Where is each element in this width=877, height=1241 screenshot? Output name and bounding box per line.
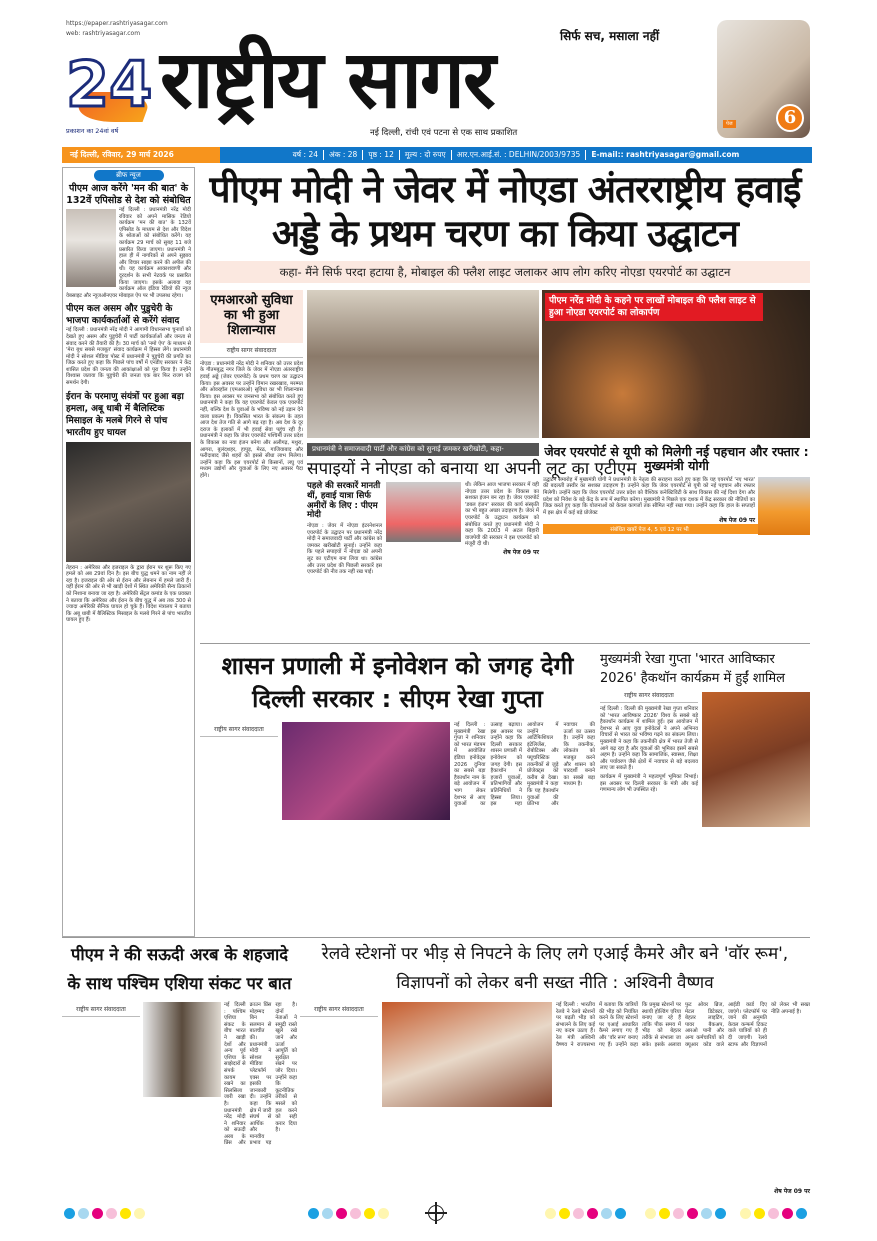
issue: अंक : 28 [324,150,363,160]
color-registration-marks [645,1208,726,1219]
sp-side-headline[interactable]: पहले की सरकारें मानती थीं, हवाई यात्रा सिर्फ अमीरों के लिए : पीएम मोदी [307,481,381,521]
promo-label: पेज [723,120,736,128]
inauguration-photo [307,290,539,438]
brief-headline[interactable]: पीएम आज करेंगे 'मन की बात' के 132वें एपिसोड से देश को संबोधित [66,183,191,206]
hackathon-photo [702,692,810,827]
hackathon-story [600,650,810,932]
web-url[interactable]: web: rashtriyasagar.com [66,30,141,37]
rekha-story [200,722,595,932]
railway-body: नई दिल्ली : भारतीय रेलवे ने रेलवे स्टेशनों पर बढ़ती भीड़ को संभालने के लिए कई नए कदम उठाए हैं। रेल मंत्री अश्विनी वैष्णव ने राज्यसभा में बताया कि यात्रियों की भीड़ को नियंत्रित करने के लिए स्टेशनों पर एआई आधारित कैमरे लगाए गए हैं और 'वॉर रूम' बनाए गए हैं। उन्होंने कहा कि प्रमुख स्टेशनों पर स्थायी होल्डिंग एरिया बनाए जा रहे हैं ताकि पीक समय में भीड़ को बेहतर तरीके से संभाला जा सके। इसके अलावा फुट ओवर ब्रिज, मेटल डिटेक्टर, बेहतर लाइटिंग, पावर बैकअप, आरओ पानी और अन्य कर्मचारियों को क्यूआर कोड वाले आईडी कार्ड दिए जाएंगे। प्लेटफॉर्म पर जाने की अनुमति केवल कन्फर्म टिकट वाले यात्रियों को ही दी जाएगी। रेलवे स्टाफ और विज्ञापनों को लेकर भी सख्त नीति अपनाई है। [556,1002,810,1048]
issue-date: नई दिल्ली, रविवार, 29 मार्च 2026 [62,147,220,163]
byline: राष्ट्रीय सागर संवाददाता [600,688,698,703]
sp-story [307,443,637,643]
year: वर्ष : 24 [288,150,324,160]
saudi-headline[interactable]: पीएम ने की सऊदी अरब के शहजादे के साथ पश्चिम एशिया संकट पर बात [67,945,292,993]
byline: राष्ट्रीय सागर संवाददाता [62,1002,140,1017]
lead-body: नोएडा : प्रधानमंत्री नरेंद्र मोदी ने शनिवार को उत्तर प्रदेश के गौतमबुद्ध नगर जिले के जेवर में नोएडा अंतरराष्ट्रीय हवाई अड्डे (जेवर एयरपोर्ट) के प्रथम चरण का उद्घाटन किया। इस अवसर पर उन्होंने विमान रखरखाव, मरम्मत और ओवरहॉल (एमआरओ) सुविधा का भी शिलान्यास किया। इस अवसर पर जनसभा को संबोधित करते हुए प्रधानमंत्री ने कहा कि यह एयरपोर्ट केवल एक एयरपोर्ट नहीं, बल्कि देश के युवाओं के भविष्य को नई उड़ान देने वाला प्रकल्प है। विकसित भारत के संकल्प के तहत आज देश तेज गति से आगे बढ़ रहा है। अब देश के दूर दराज के इलाकों में भी हवाई सेवा पहुंच रही है। प्रधानमंत्री ने कहा कि जेवर एयरपोर्ट पश्चिमी उत्तर प्रदेश के विकास का नया इंजन बनेगा और अलीगढ़, मथुरा, आगरा, बुलंदशहर, हापुड़, मेरठ, गाजियाबाद और फरीदाबाद जैसे शहरों को इससे सीधा लाभ मिलेगा। उन्होंने कहा कि इस एयरपोर्ट से किसानों, लघु एवं मध्यम उद्योगों और युवाओं के लिए नए अवसर पैदा होंगे। [200,360,303,479]
byline: राष्ट्रीय सागर संवाददाता [200,722,278,737]
related-news-label[interactable]: संबंधित खबरें पेज 4, 5 एवं 12 पर भी [543,524,810,534]
byline: राष्ट्रीय सागर संवाददाता [300,1002,378,1017]
brief-body: तेहरान : अमेरिका और इजराइल के द्वारा ईरान पर शुरू किए गए हमले को अब 29वां दिन है। इस बीच युद्ध थमने का नाम नहीं ले रहा है। इजराइल की ओर से ईरान और लेबनान में हमले जारी हैं। वहीं ईरान की ओर से भी खाड़ी देशों में स्थित अमेरिकी सैन्य ठिकानों को निशाना बनाया जा रहा है। अमेरिकी सेंट्रल कमांड के एक प्रवक्ता ने बताया कि अमेरिका और ईरान के बीच युद्ध में अब तक 300 से ज्यादा अमेरिकी सैनिक घायल हो चुके हैं। विदेश मंत्रालय ने बताया कि अबू धाबी में बैलिस्टिक मिसाइल के मलबे गिरने से पांच भारतीय घायल हुए हैं। [66,564,191,624]
hackathon-caption: कार्यक्रम में मुख्यमंत्री ने महत्वपूर्ण भूमिका निभाई। इस अवसर पर दिल्ली सरकार के मंत्री और कई गणमान्य लोग भी उपस्थित रहे। [600,773,698,794]
lead-subheadline: कहा- मैंने सिर्फ परदा हटाया है, मोबाइल की फ्लैश लाइट जलाकर आप लोग करिए नोएडा एयरपोर्ट का उद्घाटन [200,261,810,283]
color-registration-marks [308,1208,389,1219]
byline: राष्ट्रीय सागर संवाददाता [200,343,303,358]
yogi-story [543,445,810,635]
publication-cities: नई दिल्ली, रांची एवं पटना से एक साथ प्रकाशित [370,128,518,138]
logo-24: 24 [66,48,153,121]
page-promo[interactable] [717,20,810,138]
sp-body: थी। लेकिन आज भाजपा सरकार में वही नोएडा उत्तर प्रदेश के विकास का सशक्त इंजन बन रहा है। जेवर एयरपोर्ट 'डबल इंजन' सरकार की कार्य संस्कृति का भी बहुत अच्छा उदाहरण है। जेवर में एयरपोर्ट के उद्घाटन कार्यक्रम को संबोधित करते हुए प्रधानमंत्री मोदी ने कहा कि 2003 में अटल बिहारी वाजपेयी की सरकार ने इस एयरपोर्ट को मंजूरी दी थी। [465,482,539,548]
saudi-meeting-photo [143,1002,221,1097]
brief-body: नई दिल्ली : प्रधानमंत्री नरेंद्र मोदी रविवार को अपने मासिक रेडियो कार्यक्रम 'मन की बात' के 132वें एपिसोड के माध्यम से देश और विदेश के श्रोताओं को संबोधित करेंगे। यह कार्यक्रम 29 मार्च को सुबह 11 बजे प्रसारित किया जाएगा। प्रधानमंत्री ने हाल ही में नागरिकों से अपने सुझाव और विचार साझा करने की अपील की थी। यह कार्यक्रम आकाशवाणी और दूरदर्शन के सभी नेटवर्क पर प्रसारित किया जाएगा। इसके अलावा यह कार्यक्रम ऑल इंडिया रेडियो की न्यूज वेबसाइट और न्यूजऑनएयर मोबाइल ऐप पर भी उपलब्ध रहेगा। [66,207,191,299]
brief-label: ब्रीफ न्यूज [94,170,164,181]
photo-caption: पीएम नरेंद्र मोदी के कहने पर लाखों मोबाइल की फ्लैश लाइट से हुआ नोएडा एयरपोर्ट का लोकार्पण [545,293,763,321]
saudi-story [62,1002,297,1202]
ashwini-vaishnaw-photo [382,1002,552,1107]
hackathon-body: नई दिल्ली : दिल्ली की मुख्यमंत्री रेखा गुप्ता शनिवार को 'भारत आविष्कार 2026' विश्व के सबसे बड़े हैकाथॉन कार्यक्रम में शामिल हुईं। इस आयोजन में देशभर से आए युवा इनोवेटर्स ने अपने अभिनव विचारों से भारत का भविष्य गढ़ने का संकल्प लिया। मुख्यमंत्री ने कहा कि तकनीकी क्षेत्र में भारत तेजी से आगे बढ़ रहा है और युवाओं की भूमिका इसमें सबसे अहम है। उन्होंने कहा कि सामाजिक, स्वास्थ्य, शिक्षा और पर्यावरण जैसे क्षेत्रों में नवाचार से बड़े बदलाव लाए जा सकते हैं। [600,706,698,772]
continued-label[interactable]: शेष पेज 09 पर [719,517,755,525]
brief-body: नई दिल्ली : प्रधानमंत्री नरेंद्र मोदी ने आगामी विधानसभा चुनावों को देखते हुए असम और पुडुचेरी में पार्टी कार्यकर्ताओं और जनता से संवाद करने की तैयारी की है। 30 मार्च को 'नमो ऐप' के माध्यम से 'मेरा बूथ सबसे मजबूत' संवाद कार्यक्रम में हिस्सा लेंगे। प्रधानमंत्री मोदी ने सोशल मीडिया पोस्ट में प्रधानमंत्री ने पुडुचेरी की प्रगति का जिक्र करते हुए कहा कि पिछले पांच वर्षों में एनडीए सरकार ने केंद्र शासित प्रदेश की जनता की आकांक्षाओं को पूरा किया है। उन्होंने विश्वास जताया कि पुडुचेरी की जनता एक बार फिर राजग को समर्थन देगी। [66,327,191,387]
email[interactable]: E-mail:: rashtriyasagar@gmail.com [591,150,740,159]
color-registration-marks [740,1208,807,1219]
info-bar [62,147,812,163]
promo-page-number: 6 [776,104,804,132]
brief-headline[interactable]: पीएम कल असम और पुडुचेरी के भाजपा कार्यकर्ताओं से करेंगे संवाद [66,304,180,327]
lead-headline[interactable]: पीएम मोदी ने जेवर में नोएडा अंतरराष्ट्रीय हवाई अड्डे के प्रथम चरण का किया उद्घाटन [209,168,801,255]
sp-kicker: प्रधानमंत्री ने समाजवादी पार्टी और कांग्रेस को सुनाई जमकर खरीखोटी, कहा- [307,443,539,456]
yogi-body: उद्घाटन समारोह में मुख्यमंत्री योगी ने प्रधानमंत्री के नेतृत्व की सराहना करते हुए कहा कि यह एयरपोर्ट 'नए भारत' की बदलती तस्वीर का सशक्त उदाहरण है। उन्होंने कहा कि जेवर एयरपोर्ट से यूपी को नई पहचान और रफ्तार मिलेगी। उन्होंने कहा कि जेवर एयरपोर्ट उत्तर प्रदेश को वैश्विक कनेक्टिविटी के साथ विकास की नई दिशा देगा और प्रदेश को निवेश के बड़े केंद्र के रूप में स्थापित करेगा। मुख्यमंत्री ने पिछले एक दशक में केंद्र सरकार की नीतियों का जिक्र करते हुए कहा कि योजनाओं को केवल कागजों तक सीमित नहीं रखा गया। उन्होंने कहा कि हाल के सप्ताहों में इस क्षेत्र में कई बड़े प्रोजेक्ट [543,476,755,516]
rekha-gupta-photo [282,722,450,820]
yogi-photo [758,477,810,535]
epaper-url[interactable]: https://epaper.rashtriyasagar.com [66,20,168,27]
railway-headline[interactable]: रेलवे स्टेशनों पर भीड़ से निपटने के लिए लगे एआई कैमरे और बने 'वॉर रूम', विज्ञापनों को लेकर बनी सख्त नीति : अश्विनी वैष्णव [321,944,789,993]
price: मूल्य : दो रुपए [400,150,452,160]
sp-headline[interactable]: सपाइयों ने नोएडा को बनाया था अपनी लूट का एटीएम [307,459,637,479]
color-registration-marks [545,1208,626,1219]
railway-story [300,1002,810,1202]
brief-headline[interactable]: ईरान के परमाणु संयंत्रों पर हुआ बड़ा हमला, अबू धाबी में बैलिस्टिक मिसाइल के मलबे गिरने से पांच भारतीय हुए घायल [66,391,184,438]
saudi-body: नई दिल्ली : पश्चिम एशिया संकट के बीच भारत ने खाड़ी देशों और अन्य पूर्व एशिया के साझेदारों से संपर्क कायम रखने का सिलसिला जारी रखा है। प्रधानमंत्री नरेंद्र मोदी ने शनिवार को सऊदी अरब के प्रिंस और क्राउन प्रिंस मोहम्मद बिन सलमान से बातचीत की। प्रधानमंत्री मोदी ने सोशल मीडिया प्लेटफॉर्म एक्स पर इसकी जानकारी दी। उन्होंने कहा कि क्षेत्र में जारी संघर्ष से आर्थिक और मानवीय प्रभाव पड़ रहा है। दोनों नेताओं ने समुद्री रास्ते खुले रखे जाने और ऊर्जा आपूर्ति को सुरक्षित रखने पर जोर दिया। उन्होंने कहा कि कूटनीतिक तरीकों से मसले को हल करने को सही करार दिया है। [224,1002,297,1147]
crowd-flashlight-photo [542,290,810,438]
brief-news-column [62,167,195,937]
continued-label[interactable]: शेष पेज 09 पर [774,1188,810,1195]
yogi-headline[interactable]: जेवर एयरपोर्ट से यूपी को मिलेगी नई पहचान और रफ्तार : मुख्यमंत्री योगी [544,444,809,474]
divider [200,643,810,644]
mro-headline[interactable]: एमआरओ सुविधा का भी हुआ शिलान्यास [210,293,293,338]
tehran-rubble-photo [66,442,191,562]
hackathon-headline[interactable]: मुख्यमंत्री रेखा गुप्ता 'भारत आविष्कार 2026' हैकथॉन कार्यक्रम में हुईं शामिल [600,652,785,686]
newspaper-title: राष्ट्रीय सागर [160,33,494,126]
modi-speech-photo [386,482,461,542]
pages: पृष्ठ : 12 [363,150,400,160]
tagline: सिर्फ सच, मसाला नहीं [560,29,660,43]
lead-text-column [200,290,303,640]
modi-photo [66,209,116,287]
rekha-headline[interactable]: शासन प्रणाली में इनोवेशन को जगह देगी दिल्ली सरकार : सीएम रेखा गुप्ता [221,652,574,713]
rekha-body: नई दिल्ली : मुख्यमंत्री रेखा गुप्ता ने शनिवार को भारत मंडपम में आयोजित इंडिया इनोवेट्स 2026 दुनिया का सबसे बड़ा हैकाथॉन नाम के बड़े आयोजन में भाग लेकर देशभर से आए युवाओं का उत्साह बढ़ाया। इस अवसर पर उन्होंने कहा कि दिल्ली सरकार शासन प्रणाली में इनोवेशन को जगह देगी। इस हैकाथॉन में हजारों युवाओं, प्रतिभागियों और प्रतिनिधियों ने हिस्सा लिया। इस महा आयोजन में उन्होंने आर्टिफिशियल इंटेलिजेंस, रोबोटिक्स और फ्यूचरिस्टिक तकनीकों से जुड़े प्रोजेक्ट्स को करीब से देखा। मुख्यमंत्री ने कहा कि यह हैकाथॉन युवाओं की प्रतिभा और नवाचार की ऊर्जा का उत्सव है। उन्होंने कहा कि तकनीक, लोकतंत्र को मजबूत करने और शासन को पारदर्शी बनाने का सबसे बड़ा माध्यम है। [454,722,595,808]
since-text: प्रकाशन का 24वां वर्ष [66,127,119,135]
continued-label[interactable]: शेष पेज 09 पर [503,548,539,556]
rni: आर.एन.आई.सं. : DELHIN/2003/9735 [452,150,587,160]
crosshair-icon [428,1205,444,1221]
color-registration-marks [64,1208,145,1219]
divider [62,937,810,938]
sp-body: नोएडा : जेवर में नोएडा इंटरनेशनल एयरपोर्ट के उद्घाटन पर प्रधानमंत्री नरेंद्र मोदी ने समाजवादी पार्टी और कांग्रेस को जमकर खरीखोटी सुनाई। उन्होंने कहा कि पहले सपाइयों ने नोएडा को अपनी लूट का एटीएम बना लिया था। कांग्रेस और उत्तर प्रदेश की पिछली सरकारें इस एयरपोर्ट की नीव तक नहीं रख पाईं। [307,523,382,576]
